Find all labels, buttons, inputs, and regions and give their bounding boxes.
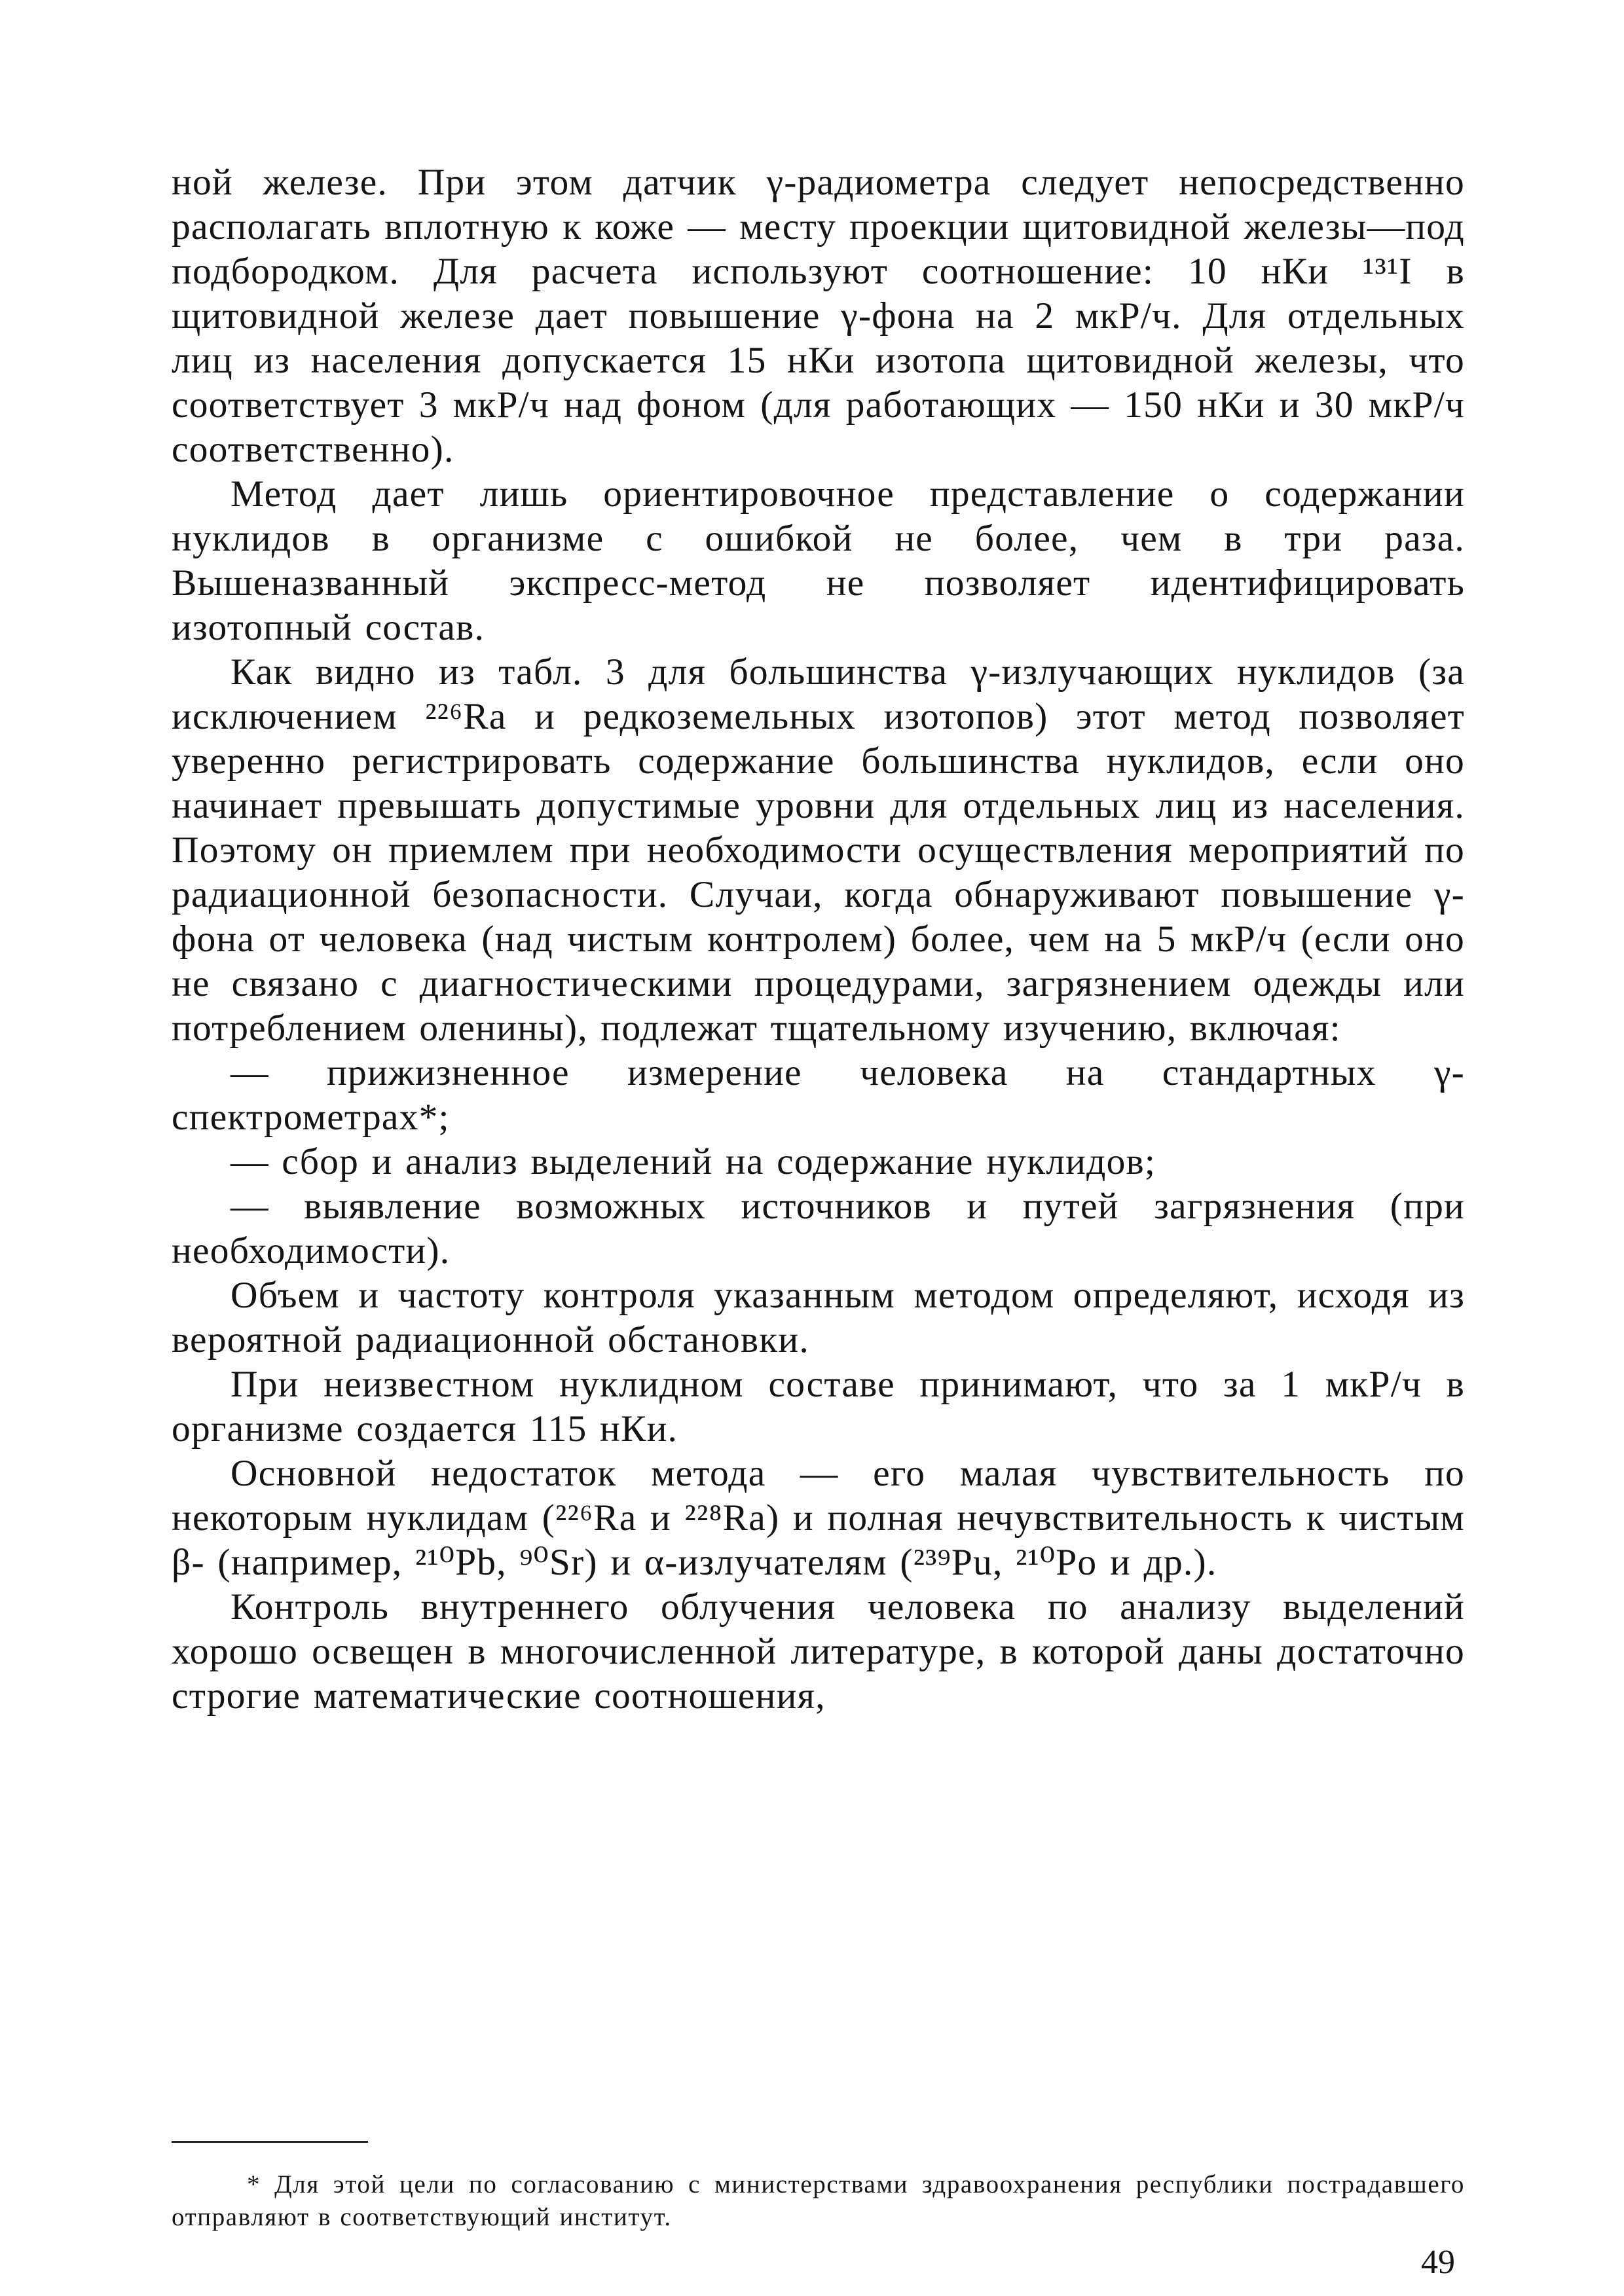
paragraph: Метод дает лишь ориентировочное представление о содержании нуклидов в организме с ошибкой не более, чем в три раза. Вышеназванный экспресс-метод не позволяет идентифицировать изотопный состав. [172, 473, 1465, 648]
list-item: — выявление возможных источников и путей загрязнения (при необходимости). [172, 1186, 1465, 1271]
paragraph: При неизвестном нуклидном составе принимают, что за 1 мкР/ч в организме создается 115 нКи. [172, 1364, 1465, 1449]
paragraph: Основной недостаток метода — его малая чувствительность по некоторым нуклидам (²²⁶Ra и ²²⁸Ra) и полная нечувствительность к чистым β- (например, ²¹⁰Pb, ⁹⁰Sr) и α-излучателям (²³⁹Pu, ²¹⁰Po и др.). [172, 1453, 1465, 1583]
list-item: — сбор и анализ выделений на содержание нуклидов; [231, 1141, 1156, 1182]
paragraph: Объем и частоту контроля указанным методом определяют, исходя из вероятной радиационной обстановки. [172, 1275, 1465, 1360]
page-number: 49 [1421, 2244, 1455, 2281]
paragraph: Контроль внутреннего облучения человека по анализу выделений хорошо освещен в многочисленной литературе, в которой даны достаточно строгие математические соотношения, [172, 1586, 1465, 1717]
list-item: — прижизненное измерение человека на стандартных γ-спектрометрах*; [172, 1052, 1465, 1138]
paragraph: ной железе. При этом датчик γ-радиометра следует непосредственно располагать вплотную к коже — месту проекции щитовидной железы—под подбородком. Для расчета используют соотношение: 10 нКи ¹³¹I в щитовидной железе дает повышение γ-фона на 2 мкР/ч. Для отдельных лиц из населения допускается 15 нКи изотопа щитовидной железы, что соответствует 3 мкР/ч над фоном (для работающих — 150 нКи и 30 мкР/ч соответственно). [172, 162, 1465, 470]
body-text [172, 160, 1465, 1719]
footnote-divider [172, 2141, 368, 2143]
paragraph: Как видно из табл. 3 для большинства γ-излучающих нуклидов (за исключением ²²⁶Ra и редкоземельных изотопов) этот метод позволяет уверенно регистрировать содержание большинства нуклидов, если оно начинает превышать допустимые уровни для отдельных лиц из населения. Поэтому он приемлем при необходимости осуществления мероприятий по радиационной безопасности. Случаи, когда обнаруживают повышение γ-фона от человека (над чистым контролем) более, чем на 5 мкР/ч (если оно не связано с диагностическими процедурами, загрязнением одежды или потреблением оленины), подлежат тщательному изучению, включая: [172, 651, 1465, 1049]
footnote: * Для этой цели по согласованию с министерствами здравоохранения республики пострадавшего отправляют в соответствующий институт. [172, 2170, 1465, 2231]
